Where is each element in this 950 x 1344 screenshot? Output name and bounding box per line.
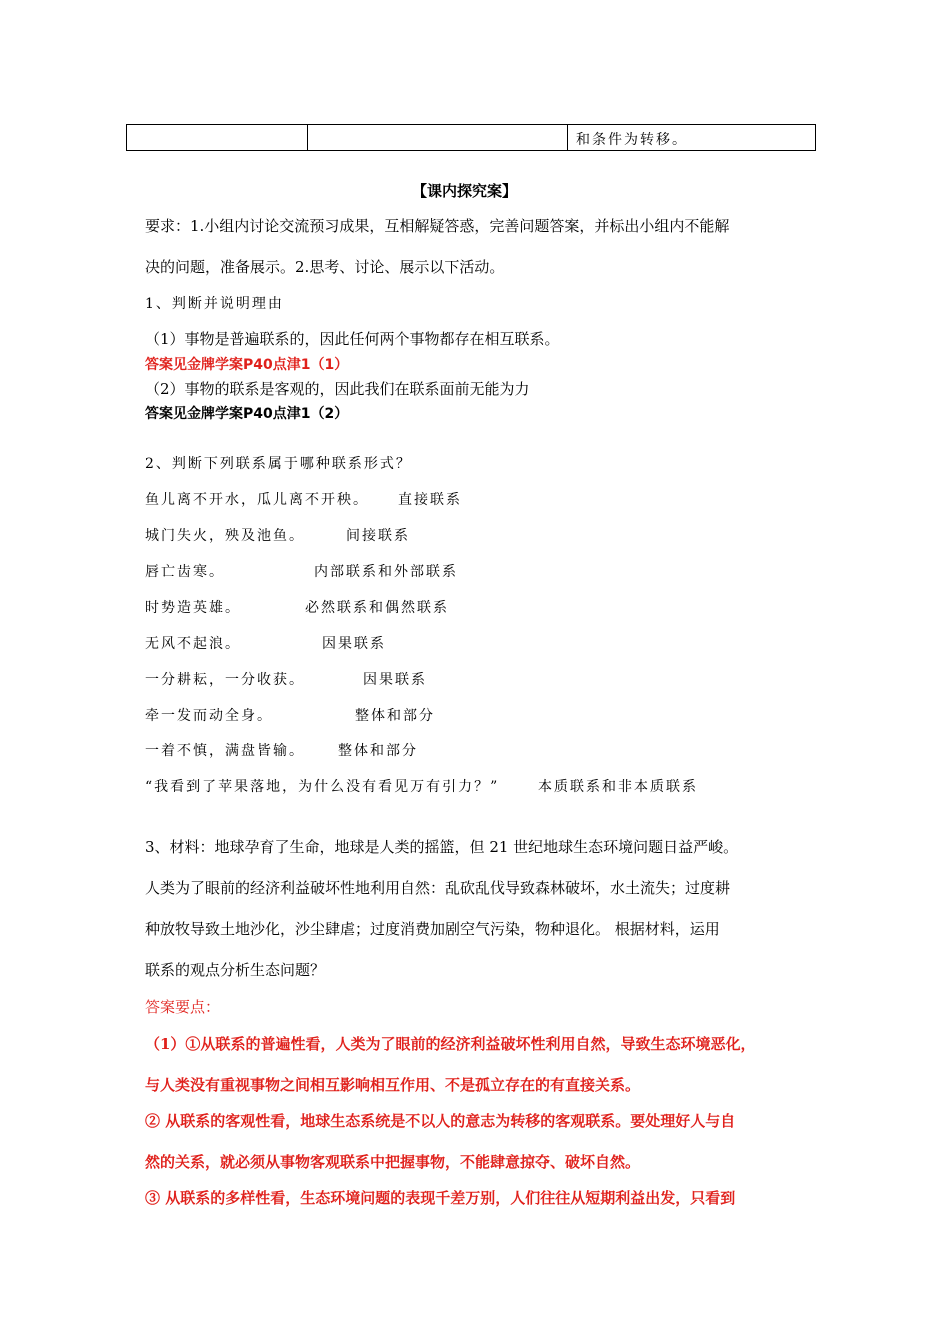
list-item-phrase: 牵一发而动全身。 (145, 708, 273, 724)
answer-point: ③ 从联系的多样性看，生态环境问题的表现千差万别，人们往往从短期利益出发，只看到 (145, 1189, 736, 1207)
question-3-material: 联系的观点分析生态问题？ (145, 961, 326, 979)
answer-point: （1）①从联系的普遍性看，人类为了眼前的经济利益破坏性利用自然，导致生态环境恶化， (145, 1035, 756, 1053)
list-item-answer: 整体和部分 (338, 743, 418, 759)
table-divider (567, 125, 568, 150)
list-item-phrase: 无风不起浪。 (145, 636, 241, 652)
list-item-answer: 间接联系 (346, 528, 410, 544)
answer-point: 与人类没有重视事物之间相互影响相互作用、不是孤立存在的有直接关系。 (145, 1076, 641, 1094)
section-title: 【课内探究案】 (412, 182, 518, 200)
list-item-answer: 内部联系和外部联系 (314, 564, 458, 580)
answer-point: 然的关系，就必须从事物客观联系中把握事物，不能肆意掠夺、破坏自然。 (145, 1153, 641, 1171)
question-1-heading: 1、判断并说明理由 (145, 296, 284, 312)
list-item-phrase: 唇亡齿寒。 (145, 564, 225, 580)
list-item-answer: 整体和部分 (355, 708, 435, 724)
answer-point: ② 从联系的客观性看，地球生态系统是不以人的意志为转移的客观联系。要处理好人与自 (145, 1112, 736, 1130)
answer-heading: 答案要点： (145, 998, 221, 1016)
list-item-phrase: 鱼儿离不开水，瓜儿离不开秧。 (145, 492, 369, 508)
list-item-phrase: 一分耕耘，一分收获。 (145, 672, 305, 688)
question-1-item: （1）事物是普遍联系的，因此任何两个事物都存在相互联系。 (145, 330, 560, 348)
question-3-material: 3、材料：地球孕育了生命，地球是人类的摇篮，但 21 世纪地球生态环境问题日益严峻。 (145, 838, 739, 856)
question-1-answer: 答案见金牌学案P40点津1（1） (145, 357, 349, 373)
question-3-material: 种放牧导致土地沙化，沙尘肆虐；过度消费加剧空气污染，物种退化。 根据材料，运用 (145, 920, 720, 938)
list-item-answer: 直接联系 (398, 492, 462, 508)
requirement-line: 决的问题，准备展示。2.思考、讨论、展示以下活动。 (145, 258, 505, 276)
list-item-phrase: “我看到了苹果落地，为什么没有看见万有引力？” (145, 779, 500, 795)
requirement-line: 要求：1.小组内讨论交流预习成果，互相解疑答惑，完善问题答案，并标出小组内不能解 (145, 217, 730, 235)
list-item-answer: 因果联系 (363, 672, 427, 688)
list-item-answer: 因果联系 (322, 636, 386, 652)
table-cell: 和条件为转移。 (576, 132, 688, 148)
list-item-answer: 必然联系和偶然联系 (305, 600, 449, 616)
list-item-phrase: 城门失火，殃及池鱼。 (145, 528, 305, 544)
list-item-answer: 本质联系和非本质联系 (538, 779, 698, 795)
top-table-row (126, 124, 816, 151)
question-2-heading: 2、判断下列联系属于哪种联系形式？ (145, 456, 412, 472)
question-3-material: 人类为了眼前的经济利益破坏性地利用自然：乱砍乱伐导致森林破坏，水土流失；过度耕 (145, 879, 731, 897)
question-1-answer: 答案见金牌学案P40点津1（2） (145, 406, 349, 422)
table-divider (307, 125, 308, 150)
question-1-item: （2）事物的联系是客观的，因此我们在联系面前无能为力 (145, 380, 530, 398)
list-item-phrase: 时势造英雄。 (145, 600, 241, 616)
list-item-phrase: 一着不慎，满盘皆输。 (145, 743, 305, 759)
